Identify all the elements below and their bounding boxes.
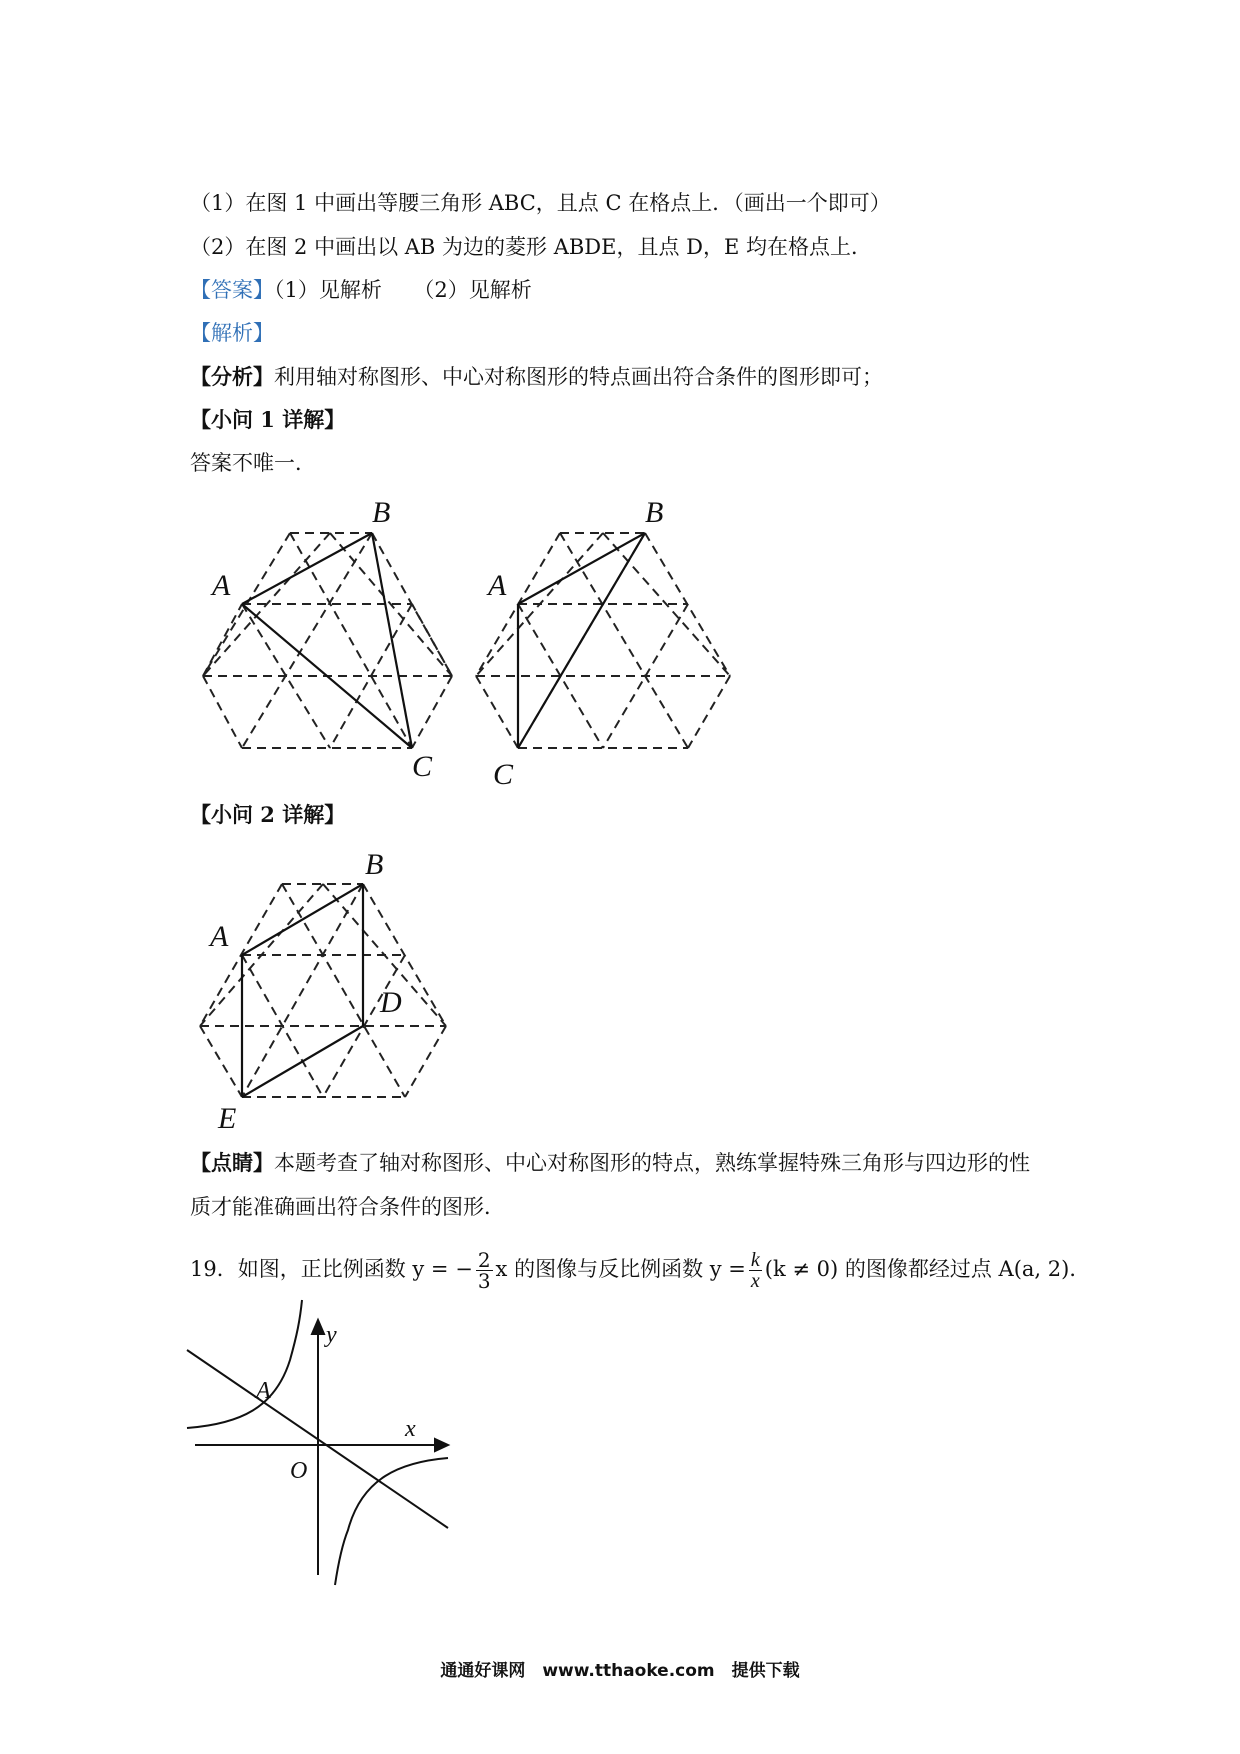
q19-mid: x 的图像与反比例函数 y = [495, 1257, 746, 1281]
label-x-axis: x [405, 1416, 416, 1442]
sub1-text: 答案不唯一． [190, 451, 316, 475]
sub1-tag: 【小问 1 详解】 [190, 407, 346, 432]
frac2-num: k [750, 1249, 760, 1271]
dianjing-tag: 【点睛】 [190, 1150, 274, 1175]
q19-suffix: (k ≠ 0) 的图像都经过点 A(a, 2)． [764, 1257, 1091, 1281]
q19-fraction-1 [476, 1250, 493, 1291]
label-A-graph: A [256, 1378, 271, 1404]
fenxi-text: 利用轴对称图形、中心对称图形的特点画出符合条件的图形即可； [274, 365, 883, 389]
label-B-1a: B [372, 496, 391, 529]
page-footer: 通通好课网 www.tthaoke.com 提供下载 [440, 1661, 800, 1681]
answer-text: （1）见解析 （2）见解析 [274, 278, 532, 302]
label-C-1a: C [412, 750, 433, 783]
q19-statement [190, 1245, 1090, 1293]
fenxi-line [190, 362, 883, 392]
q19-prefix: 19．如图，正比例函数 y = − [190, 1257, 473, 1281]
answer-line [190, 275, 532, 305]
label-B-1b: B [645, 496, 664, 529]
frac1-den: 3 [477, 1269, 491, 1293]
q18-part2: （2）在图 2 中画出以 AB 为边的菱形 ABDE，且点 D，E 均在格点上． [190, 235, 872, 259]
label-O-graph: O [290, 1458, 308, 1484]
frac1-num: 2 [477, 1248, 491, 1272]
q19-fraction-2 [749, 1250, 762, 1291]
frac2-den: x [750, 1270, 760, 1292]
fenxi-tag: 【分析】 [190, 364, 274, 389]
label-E-2: E [218, 1102, 237, 1135]
label-A-1b: A [488, 569, 507, 602]
label-C-1b: C [493, 758, 514, 791]
label-D-2: D [380, 986, 402, 1019]
q18-part1: （1）在图 1 中画出等腰三角形 ABC，且点 C 在格点上．（画出一个即可） [190, 191, 891, 215]
answer-tag: 【答案】 [190, 278, 274, 302]
dianjing-line2: 质才能准确画出符合条件的图形． [190, 1195, 505, 1219]
label-y-axis: y [326, 1322, 337, 1348]
analysis-tag: 【解析】 [190, 321, 274, 345]
dianjing-text-1: 本题考查了轴对称图形、中心对称图形的特点，熟练掌握特殊三角形与四边形的性 [274, 1151, 1030, 1175]
label-A-2: A [210, 920, 229, 953]
dianjing-line1 [190, 1148, 1030, 1178]
label-A-1a: A [212, 569, 231, 602]
label-B-2: B [365, 848, 384, 881]
sub2-tag: 【小问 2 详解】 [190, 802, 346, 827]
